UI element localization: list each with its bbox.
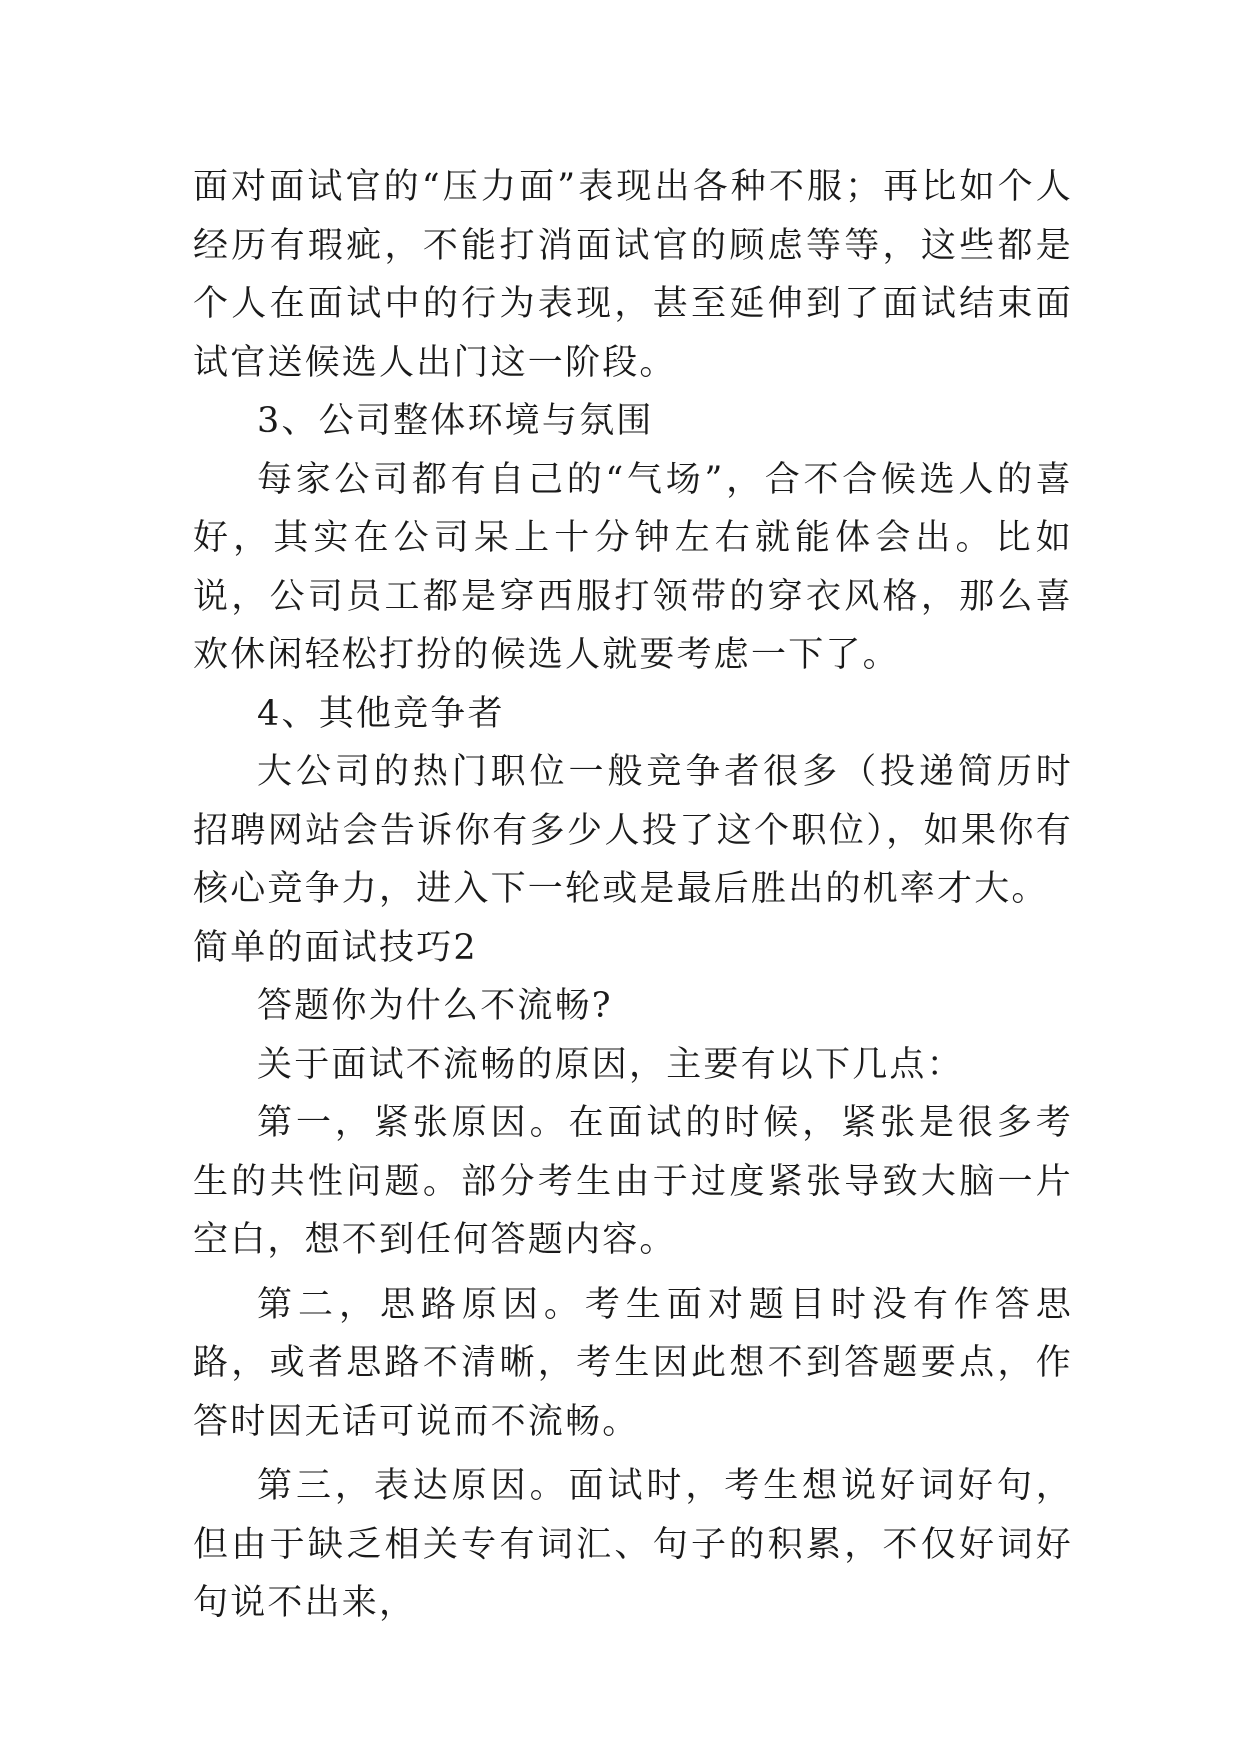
paragraph-company-atmosphere: 每家公司都有自己的“气场”，合不合候选人的喜好，其实在公司呆上十分钟左右就能体会出。比如说，公司员工都是穿西服打领带的穿衣风格，那么喜欢休闲轻松打扮的候选人就要考虑一下了。 [193, 459, 1073, 675]
paragraph-interview-behavior: 面对面试官的“压力面”表现出各种不服；再比如个人经历有瑕疵，不能打消面试官的顾虑等等，这些都是个人在面试中的行为表现，甚至延伸到了面试结束面试官送候选人出门这一阶段。 [193, 167, 1073, 383]
paragraph-competitors: 大公司的热门职位一般竞争者很多（投递简历时招聘网站会告诉你有多少人投了这个职位），如果你有核心竞争力，进入下一轮或是最后胜出的机率才大。 [193, 752, 1073, 909]
paragraph-reasons-intro: 关于面试不流畅的原因，主要有以下几点： [257, 1044, 964, 1085]
paragraph-reason-expression: 第三，表达原因。面试时，考生想说好词好句，但由于缺乏相关专有词汇、句子的积累，不仅好词好句说不出来， [193, 1466, 1073, 1623]
paragraph-reason-nervous: 第一，紧张原因。在面试的时候，紧张是很多考生的共性问题。部分考生由于过度紧张导致大脑一片空白，想不到任何答题内容。 [193, 1103, 1073, 1260]
paragraph-reason-thinking: 第二，思路原因。考生面对题目时没有作答思路，或者思路不清晰，考生因此想不到答题要点，作答时因无话可说而不流畅。 [193, 1284, 1073, 1442]
subheading-other-competitors: 4、其他竞争者 [257, 693, 505, 734]
subheading-company-environment: 3、公司整体环境与氛围 [257, 401, 654, 441]
paragraph-question-fluency: 答题你为什么不流畅? [257, 986, 613, 1026]
document-body [193, 158, 1073, 1633]
section-heading-interview-tips-2: 简单的面试技巧2 [193, 927, 478, 968]
